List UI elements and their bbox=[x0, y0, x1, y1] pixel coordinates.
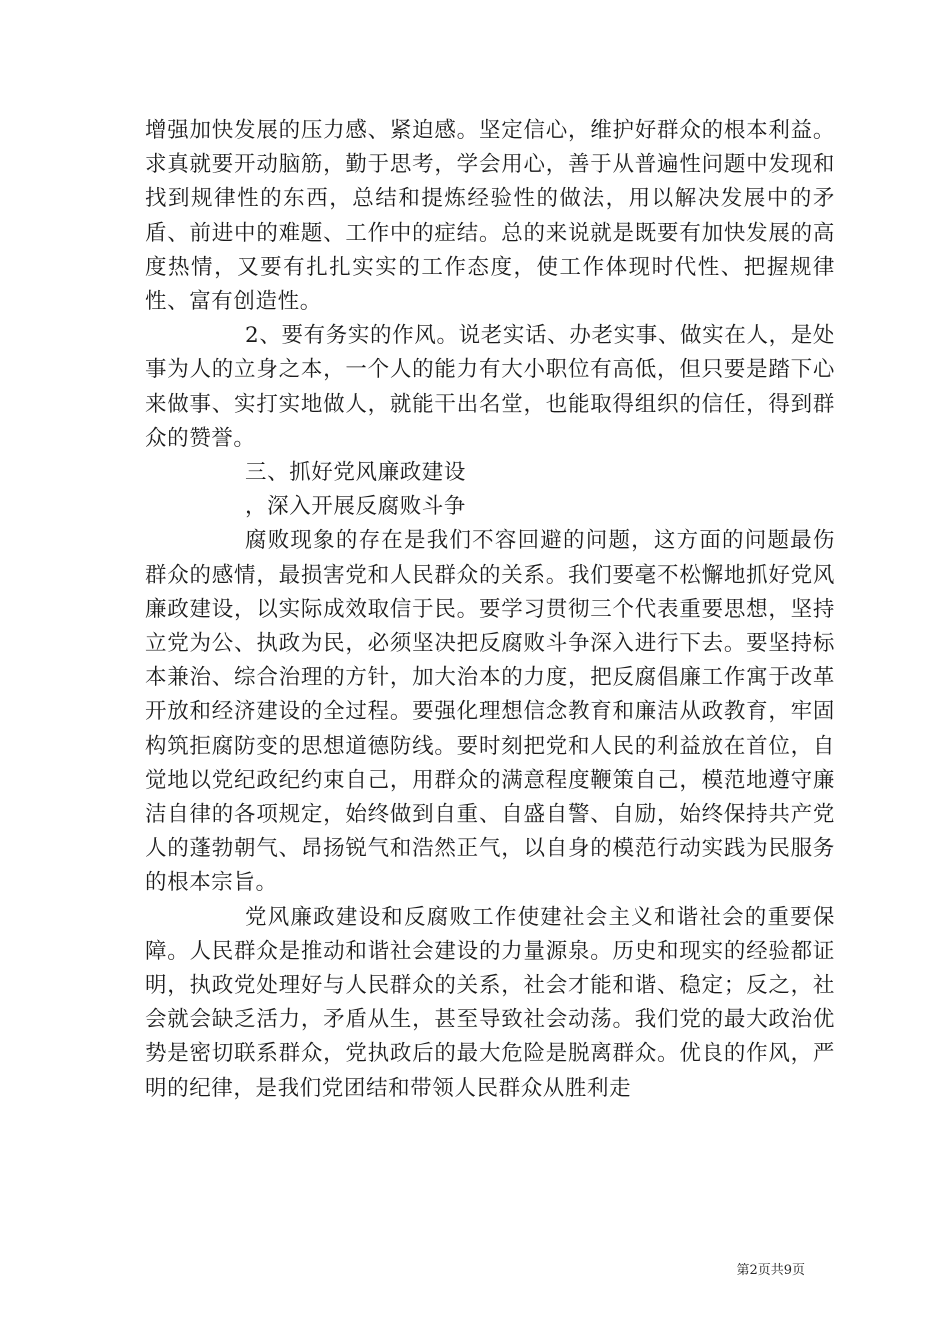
document-body bbox=[145, 114, 835, 1106]
paragraph-anti-corruption: 腐败现象的存在是我们不容回避的问题，这方面的问题最伤群众的感情，最损害党和人民群众的关系。我们要毫不松懈地抓好党风廉政建设，以实际成效取信于民。要学习贯彻三个代表重要思想，坚持立党为公、执政为民，必须坚决把反腐败斗争深入进行下去。要坚持标本兼治、综合治理的方针，加大治本的力度，把反腐倡廉工作寓于改革开放和经济建设的全过程。要强化理想信念教育和廉洁从政教育，牢固构筑拒腐防变的思想道德防线。要时刻把党和人民的利益放在首位，自觉地以党纪政纪约束自己，用群众的满意程度鞭策自己，模范地遵守廉洁自律的各项规定，始终做到自重、自盛自警、自励，始终保持共产党人的蓬勃朝气、昂扬锐气和浩然正气，以自身的模范行动实践为民服务的根本宗旨。 bbox=[145, 528, 835, 896]
page-number-footer: 第2页共9页 bbox=[736, 1263, 805, 1278]
section-heading-line-1: 三、抓好党风廉政建设 bbox=[245, 460, 467, 486]
paragraph-practical-style: 2、要有务实的作风。说老实话、办老实事、做实在人，是处事为人的立身之本，一个人的能力有大小职位有高低，但只要是踏下心来做事、实打实地做人，就能干出名堂，也能取得组织的信任，得到群众的赞誉。 bbox=[145, 323, 835, 451]
section-heading-line-2: ，深入开展反腐败斗争 bbox=[245, 494, 467, 520]
paragraph-continued: 增强加快发展的压力感、紧迫感。坚定信心，维护好群众的根本利益。求真就要开动脑筋，勤于思考，学会用心，善于从普遍性问题中发现和找到规律性的东西，总结和提炼经验性的做法，用以解决发展中的矛盾、前进中的难题、工作中的症结。总的来说就是既要有加快发展的高度热情，又要有扎扎实实的工作态度，使工作体现时代性、把握规律性、富有创造性。 bbox=[145, 118, 835, 315]
paragraph-harmonious-society: 党风廉政建设和反腐败工作使建社会主义和谐社会的重要保障。人民群众是推动和谐社会建设的力量源泉。历史和现实的经验都证明，执政党处理好与人民群众的关系，社会才能和谐、稳定；反之，社会就会缺乏活力，矛盾从生，甚至导致社会动荡。我们党的最大政治优势是密切联系群众，党执政后的最大危险是脱离群众。优良的作风，严明的纪律，是我们党团结和带领人民群众从胜利走 bbox=[145, 904, 835, 1101]
